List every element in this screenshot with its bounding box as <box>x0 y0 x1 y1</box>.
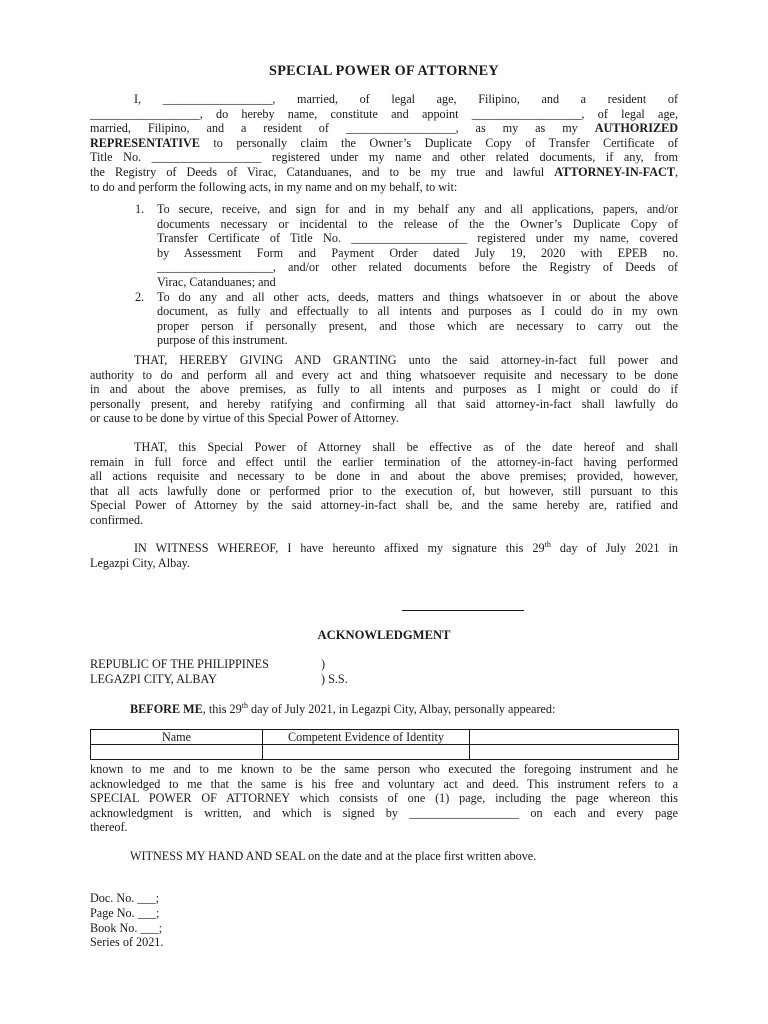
venue-line-2: LEGAZPI CITY, ALBAY ) S.S. <box>90 671 348 686</box>
paragraph-line: known to me and to me known to be the same person who executed the foregoing instrument and he <box>90 762 678 776</box>
paragraph-line: thereof. <box>90 820 128 835</box>
witness-line-2: Legazpi City, Albay. <box>90 555 190 570</box>
table-header-row <box>91 730 679 745</box>
list-item-line: To secure, receive, and sign for and in my behalf any and all applications, papers, and/or <box>157 202 678 216</box>
doc-number-block <box>90 891 163 950</box>
intro-line-5: Title No. __________________ registered under my name and other related documents, if any, from <box>90 150 678 165</box>
authorized-label: AUTHORIZED <box>594 121 678 136</box>
table-cell[interactable] <box>91 745 263 760</box>
document-title: SPECIAL POWER OF ATTORNEY <box>269 63 499 79</box>
acts-list <box>135 202 678 348</box>
list-item-line: document, as fully and effectually to all intents and purposes as I could do in my own <box>157 304 678 319</box>
series-line: Series of 2021. <box>90 935 164 950</box>
paragraph-line: acknowledgment is written, and which is signed by __________________ on each and every page <box>90 805 678 820</box>
table-row <box>91 745 679 760</box>
list-item-line: purpose of this instrument. <box>157 333 288 348</box>
before-me-line: BEFORE ME, this 29th day of July 2021, in Legazpi City, Albay, personally appeared: <box>130 701 556 716</box>
list-item-line: ___________________, and/or other related documents before the Registry of Deeds of <box>157 260 678 275</box>
intro-line-4: REPRESENTATIVE to personally claim the Owner’s Duplicate Copy of Transfer Certificate of <box>90 135 678 150</box>
paragraph-line: personally present, and hereby ratifying and confirming all that said attorney-in-fact shall lawfully do <box>90 396 678 411</box>
intro-line-7: to do and perform the following acts, in my name and on my behalf, to wit: <box>90 179 458 194</box>
identity-table <box>90 729 679 760</box>
list-item-line: proper person if personally present, and those which are necessary to carry out the <box>157 318 678 333</box>
paragraph-line: acknowledged to me that the same is his free and voluntary act and deed. This instrument refers to a <box>90 776 678 791</box>
venue-block <box>90 657 490 686</box>
paragraph-line: authority to do and perform all and every act and thing whatsoever requisite and necessary to be done <box>90 367 678 382</box>
paragraph-line: that all acts lawfully done or performed prior to the execution of, but however, still pursuant to this <box>90 483 678 498</box>
representative-label: REPRESENTATIVE <box>90 135 200 150</box>
table-cell[interactable] <box>470 745 679 760</box>
list-item-line: by Assessment Form and Payment Order dated July 19, 2020 with EPEB no. <box>157 245 678 260</box>
book-no-line: Book No. ___; <box>90 920 163 935</box>
paragraph-line: all actions requisite and necessary to be done in and about the above premises; provided, however, <box>90 469 678 484</box>
table-header-name: Name <box>91 730 263 745</box>
list-item-line: To do any and all other acts, deeds, matters and things whatsoever in or about the above <box>157 289 678 304</box>
effectivity-paragraph <box>90 440 678 528</box>
list-item-line: Virac, Catanduanes; and <box>157 274 276 289</box>
granting-paragraph <box>90 353 678 426</box>
acknowledgment-title: ACKNOWLEDGMENT <box>317 628 451 642</box>
witness-hand-line: WITNESS MY HAND AND SEAL on the date and at the place first written above. <box>130 849 537 863</box>
paragraph-line: Special Power of Attorney by the said attorney-in-fact shall be, and the same hereby are, ratified and <box>90 498 678 513</box>
table-cell[interactable] <box>263 745 470 760</box>
list-item-line: documents necessary or incidental to the release of the the Owner’s Duplicate Copy of <box>157 216 678 231</box>
intro-line-1: I, __________________, married, of legal age, Filipino, and a resident of <box>134 92 678 106</box>
intro-line-3: married, Filipino, and a resident of __________________, as my as my AUTHORIZED <box>90 121 678 136</box>
paragraph-line: SPECIAL POWER OF ATTORNEY which consists of one (1) page, including the page whereon this <box>90 791 678 806</box>
signature-line <box>402 610 524 611</box>
intro-line-6: the Registry of Deeds of Virac, Catanduanes, and to be my true and lawful ATTORNEY-IN-FACT, <box>90 164 678 179</box>
list-item <box>135 202 678 290</box>
table-header-blank <box>470 730 679 745</box>
paragraph-line: remain in full force and effect until the earlier termination of the attorney-in-fact having performed <box>90 454 678 469</box>
table-header-evidence: Competent Evidence of Identity <box>263 730 470 745</box>
paragraph-line: or cause to be done by virtue of this Special Power of Attorney. <box>90 411 399 426</box>
intro-paragraph <box>90 92 678 194</box>
list-item <box>135 290 678 348</box>
intro-line-2: __________________, do hereby name, constitute and appoint __________________, of legal age, <box>90 106 678 121</box>
venue-line-1: REPUBLIC OF THE PHILIPPINES ) <box>90 657 326 671</box>
known-paragraph <box>90 762 678 835</box>
paragraph-line: confirmed. <box>90 512 144 527</box>
doc-no-line: Doc. No. ___; <box>90 891 160 905</box>
list-item-number: 2. <box>135 289 145 304</box>
paragraph-line: THAT, HEREBY GIVING AND GRANTING unto the said attorney-in-fact full power and <box>134 353 678 367</box>
witness-paragraph <box>90 541 678 570</box>
page-no-line: Page No. ___; <box>90 905 160 920</box>
paragraph-line: THAT, this Special Power of Attorney shall be effective as of the date hereof and shall <box>134 440 678 454</box>
list-item-number: 1. <box>135 202 145 216</box>
paragraph-line: in and about the above premises, as fully to all intents and purposes as I might or could do if <box>90 382 678 397</box>
attorney-in-fact-label: ATTORNEY-IN-FACT <box>554 164 675 179</box>
witness-line-1: IN WITNESS WHEREOF, I have hereunto affixed my signature this 29th day of July 2021 in <box>134 540 678 555</box>
list-item-line: Transfer Certificate of Title No. ___________________ registered under my name, covered <box>157 231 678 246</box>
